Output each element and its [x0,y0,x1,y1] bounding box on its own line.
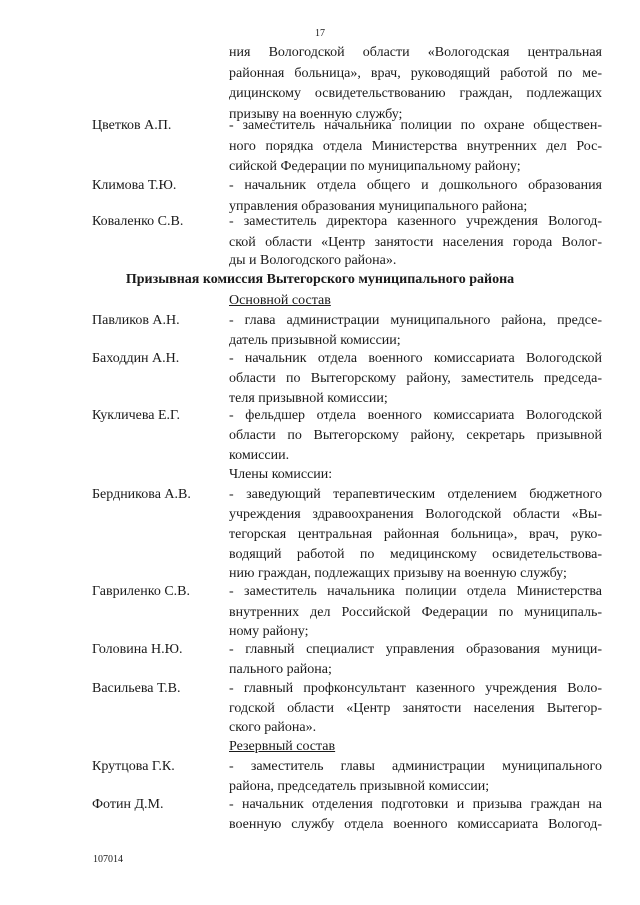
member-role-line: - фельдшер отдела военного комиссариата Вологодской [229,408,602,423]
main-section-heading: Основной состав [229,293,331,308]
member-name: Коваленко С.В. [92,214,184,229]
member-role-line: ды и Вологодского района». [229,253,397,268]
member-name: Кукличева Е.Г. [92,408,181,423]
member-role-line: теля призывной комиссии; [229,391,388,406]
member-name: Крутцова Г.К. [92,759,175,774]
continuation-line: ния Вологодской области «Вологодская центральная [229,45,602,60]
members-heading: Члены комиссии: [229,467,333,482]
member-role-line: района, председатель призывной комиссии; [229,779,490,794]
continuation-line: дицинскому освидетельствованию граждан, подлежащих [229,86,602,101]
member-name: Фотин Д.М. [92,797,164,812]
member-role-line: внутренних дел Российской Федерации по муниципаль- [229,605,602,620]
member-role-line: учреждения здравоохранения Вологодской области «Вы- [229,507,602,522]
member-role-line: нию граждан, подлежащих призыву на военную службу; [229,566,567,581]
page-number: 17 [315,28,325,39]
member-name: Цветков А.П. [92,118,172,133]
commission-title: Призывная комиссия Вытегорского муниципального района [125,272,515,287]
member-role-line: годской области «Центр занятости населения Вытегор- [229,701,602,716]
reserve-section-heading: Резервный состав [229,739,336,754]
member-role-line: - глава администрации муниципального района, предсе- [229,313,602,328]
member-name: Бердникова А.В. [92,487,191,502]
member-role-line: - начальник отделения подготовки и призыва граждан на [229,797,602,812]
member-role-line: - начальник отдела общего и дошкольного образования [229,178,602,193]
member-role-line: пального района; [229,662,332,677]
member-role-line: тегорская центральная районная больница», врач, руко- [229,527,602,542]
member-role-line: ской области «Центр занятости населения города Волог- [229,235,602,250]
member-role-line: области по Вытегорскому району, заместитель председа- [229,371,602,386]
member-role-line: - начальник отдела военного комиссариата Вологодской [229,351,602,366]
member-name: Головина Н.Ю. [92,642,183,657]
member-role-line: - заместитель начальника полиции отдела Министерства [229,584,602,599]
member-role-line: управления образования муниципального района; [229,199,528,214]
member-name: Гавриленко С.В. [92,584,191,599]
member-role-line: - главный специалист управления образования муници- [229,642,602,657]
member-role-line: - заместитель начальника полиции по охране обществен- [229,118,602,133]
member-role-line: сийской Федерации по муниципальному району; [229,159,521,174]
member-name: Васильева Т.В. [92,681,181,696]
member-role-line: - заместитель директора казенного учреждения Вологод- [229,214,602,229]
continuation-line: районная больница», врач, руководящий работой по ме- [229,66,602,81]
member-role-line: ному району; [229,624,309,639]
member-role-line: - главный профконсультант казенного учреждения Воло- [229,681,602,696]
member-name: Климова Т.Ю. [92,178,177,193]
member-name: Павликов А.Н. [92,313,180,328]
member-name: Баходдин А.Н. [92,351,180,366]
member-role-line: водящий работой по медицинскому освидетельствова- [229,547,602,562]
footer-code: 107014 [93,854,123,865]
member-role-line: военную службу отдела военного комиссариата Вологод- [229,817,602,832]
member-role-line: - заведующий терапевтическим отделением бюджетного [229,487,602,502]
member-role-line: - заместитель главы администрации муниципального [229,759,602,774]
member-role-line: ного порядка отдела Министерства внутренних дел Рос- [229,139,602,154]
member-role-line: комиссии. [229,448,290,463]
member-role-line: датель призывной комиссии; [229,333,401,348]
member-role-line: области по Вытегорскому району, секретарь призывной [229,428,602,443]
continuation-line: призыву на военную службу; [229,107,403,122]
member-role-line: ского района». [229,720,317,735]
